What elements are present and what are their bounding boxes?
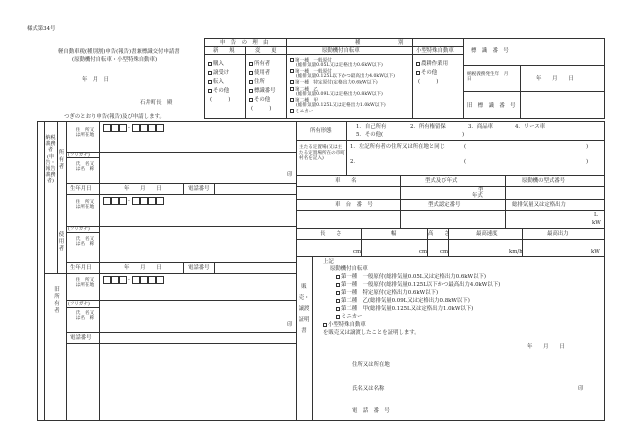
checkbox[interactable] bbox=[249, 80, 253, 84]
checkbox[interactable] bbox=[323, 323, 327, 327]
tax-date-label: 納税義務発生年 月 日 bbox=[467, 72, 513, 83]
speed-unit: km/h bbox=[509, 249, 523, 255]
cert-item-1[interactable]: 第一種 一般原付(総排気量0.05L又は定格出力0.6kW以下) bbox=[336, 274, 486, 280]
form-subtitle: (原動機付自転車・小型特殊自動車) bbox=[72, 57, 158, 63]
owner-birth-value: 年 月 日 bbox=[124, 186, 162, 192]
transferor-furigana-label: (フリガナ) bbox=[68, 302, 90, 307]
motor-type-2[interactable]: 第一種 一般原付 bbox=[290, 69, 332, 75]
owner-birth-label: 生年月日 bbox=[70, 186, 92, 192]
checkbox[interactable] bbox=[290, 80, 294, 84]
width-unit: cm bbox=[419, 249, 428, 255]
checkbox[interactable] bbox=[290, 98, 294, 102]
reason-change-other-paren: ( ) bbox=[251, 106, 272, 112]
cert-name-label: 氏名又は名称 bbox=[352, 386, 385, 392]
cert-above: 上記 bbox=[323, 259, 334, 265]
user-birth-value: 年 月 日 bbox=[124, 265, 162, 271]
postal-box[interactable] bbox=[140, 124, 148, 132]
checkbox[interactable] bbox=[208, 62, 212, 66]
main-table bbox=[37, 121, 605, 421]
ownership-opt-1[interactable]: 1．自己所有 bbox=[356, 124, 387, 130]
cert-item-4[interactable]: 第二種 乙(総排気量0.09L又は定格出力0.8kW以下) bbox=[336, 298, 470, 304]
postal-box[interactable] bbox=[132, 124, 140, 132]
owner-furigana-label: (フリガナ) bbox=[68, 153, 90, 158]
reason-change-4[interactable]: 標識番号 bbox=[249, 88, 276, 94]
postal-box[interactable] bbox=[132, 276, 140, 284]
checkbox[interactable] bbox=[336, 315, 340, 319]
user-address-label: 住 所又 は所在地 bbox=[75, 200, 99, 211]
transferor-label: 旧所有者 bbox=[54, 287, 60, 314]
motor-type-5-note: (総排気量0.125L又は定格出力1.0kW以下) bbox=[296, 103, 386, 108]
engine-model-label: 原動機の型式番号 bbox=[522, 178, 566, 184]
checkbox[interactable] bbox=[336, 299, 340, 303]
motor-type-1-note: (総排気量0.05L又は定格出力0.6kW以下) bbox=[296, 63, 383, 68]
owner-name-label: 氏 名又 は名 称 bbox=[75, 162, 99, 173]
cert-item-6[interactable]: ミニカー bbox=[336, 314, 363, 320]
checkbox[interactable] bbox=[208, 89, 212, 93]
reason-new-other-paren: ( ) bbox=[210, 97, 231, 103]
length-label: 長 さ bbox=[320, 231, 342, 237]
checkbox[interactable] bbox=[336, 307, 340, 311]
cert-motor-header: 原動機付自転車 bbox=[330, 266, 368, 272]
small-special-header: 小型特殊自動車 bbox=[416, 48, 454, 54]
reason-new-2[interactable]: 譲受け bbox=[208, 70, 229, 76]
reason-new-3[interactable]: 転入 bbox=[208, 79, 224, 85]
ownership-opt-5[interactable]: 5．その他( bbox=[356, 132, 384, 138]
checkbox[interactable] bbox=[208, 80, 212, 84]
reason-change-3[interactable]: 住所 bbox=[249, 79, 265, 85]
postal-box[interactable] bbox=[132, 197, 140, 205]
reason-new-4[interactable]: その他 bbox=[208, 88, 229, 94]
postal-box[interactable] bbox=[156, 124, 164, 132]
year-unit: 年式 bbox=[472, 193, 483, 199]
addressee: 石井町長 殿 bbox=[140, 100, 173, 106]
user-name-label: 氏 名又 は名 称 bbox=[75, 237, 99, 248]
model-unit: 型 bbox=[478, 187, 484, 193]
postal-box[interactable] bbox=[148, 276, 156, 284]
postal-box[interactable] bbox=[148, 124, 156, 132]
motor-type-1[interactable]: 第一種 一般原付 bbox=[290, 58, 332, 64]
reason-change-2[interactable]: 使用者 bbox=[249, 70, 270, 76]
liter-unit: L bbox=[594, 212, 598, 218]
owner-address-label: 住 所又 は所在地 bbox=[75, 128, 99, 139]
postal-box[interactable] bbox=[119, 197, 127, 205]
postal-box[interactable] bbox=[156, 276, 164, 284]
checkbox[interactable] bbox=[336, 275, 340, 279]
ownership-opt-4[interactable]: 4．リース車 bbox=[515, 124, 546, 130]
transferor-name-label: 氏 名又 は名 称 bbox=[75, 311, 99, 322]
type-approval-label: 型式認定番号 bbox=[428, 202, 461, 208]
cert-phone-label: 電 話 番 号 bbox=[352, 408, 390, 414]
cert-date: 年 月 日 bbox=[527, 344, 565, 350]
ownership-opt-3[interactable]: 3．商品車 bbox=[468, 124, 493, 130]
postal-box[interactable] bbox=[119, 276, 127, 284]
owner-stamp: 印 bbox=[287, 172, 293, 178]
ownership-opt-5-close: ) bbox=[462, 132, 465, 138]
reason-change-header: 変 更 bbox=[255, 48, 277, 54]
motor-type-4[interactable]: 第二種 乙 bbox=[290, 87, 318, 93]
length-unit: cm bbox=[353, 249, 362, 255]
small-type-2[interactable]: その他 bbox=[416, 70, 437, 76]
type-header: 種 別 bbox=[355, 40, 404, 46]
cert-item-2[interactable]: 第一種 一般原付(総排気量0.125L以下かつ最高出力4.0kW以下) bbox=[336, 282, 500, 288]
checkbox[interactable] bbox=[416, 71, 420, 75]
plate-number-label: 標 識 番 号 bbox=[471, 48, 509, 54]
cert-item-5[interactable]: 第二種 甲(総排気量0.125L又は定格出力1.0kW以下) bbox=[336, 306, 473, 312]
max-speed-label: 最高速度 bbox=[476, 231, 498, 237]
height-label: 高 さ bbox=[428, 231, 450, 237]
postal-box[interactable] bbox=[140, 197, 148, 205]
checkbox[interactable] bbox=[290, 87, 294, 91]
kw-unit: kW bbox=[592, 220, 601, 226]
frame-number-label: 車 台 番 号 bbox=[335, 202, 373, 208]
intro-text: つぎのとおり申告(報告)及び申請します。 bbox=[64, 114, 165, 120]
cert-statement: を販売又は譲渡したことを証明します。 bbox=[323, 330, 420, 336]
checkbox[interactable] bbox=[208, 71, 212, 75]
checkbox[interactable] bbox=[249, 89, 253, 93]
displacement-label: 総排気量又は定格出力 bbox=[512, 202, 566, 208]
motor-type-6[interactable]: ミニカー bbox=[290, 109, 313, 115]
checkbox[interactable] bbox=[336, 291, 340, 295]
cert-item-3[interactable]: 第一種 特定原付(定格出力0.6kW以下) bbox=[336, 290, 438, 296]
storage-opt-2[interactable]: 2． bbox=[350, 159, 359, 165]
certificate-label: 販売・譲渡証明書 bbox=[298, 284, 310, 334]
owner-phone-label: 電話番号 bbox=[188, 186, 210, 192]
checkbox[interactable] bbox=[416, 62, 420, 66]
postal-box[interactable] bbox=[148, 197, 156, 205]
motor-header: 原動機付自転車 bbox=[322, 48, 360, 54]
user-label: 使用者 bbox=[58, 232, 65, 252]
reason-new-1[interactable]: 購入 bbox=[208, 61, 224, 67]
cert-stamp: 印 bbox=[578, 386, 584, 392]
postal-box[interactable] bbox=[119, 124, 127, 132]
storage-opt-1[interactable]: 1．左記所有者の住所又は所在地と同じ bbox=[350, 144, 446, 150]
height-unit: cm bbox=[440, 249, 449, 255]
ownership-label: 所有形態 bbox=[310, 128, 332, 134]
motor-type-4-note: (総排気量0.09L又は定格出力0.8kW以下) bbox=[296, 92, 383, 97]
checkbox[interactable] bbox=[290, 109, 294, 113]
postal-box[interactable] bbox=[111, 197, 119, 205]
postal-box[interactable] bbox=[140, 276, 148, 284]
checkbox[interactable] bbox=[249, 98, 253, 102]
transferor-stamp: 印 bbox=[287, 322, 293, 328]
transferor-phone-label: 電話番号 bbox=[70, 335, 92, 341]
reason-change-5[interactable]: その他 bbox=[249, 97, 270, 103]
postal-box[interactable] bbox=[103, 197, 111, 205]
output-unit: kW bbox=[591, 249, 600, 255]
owner-label: 所有者 bbox=[58, 150, 65, 170]
small-other-paren: ( ) bbox=[418, 79, 439, 85]
user-furigana-label: (フリガナ) bbox=[68, 227, 90, 232]
postal-box[interactable] bbox=[103, 124, 111, 132]
old-plate-label: 旧 標 識 番 号 bbox=[467, 103, 516, 109]
model-year-label: 型式及び年式 bbox=[425, 178, 458, 184]
motor-type-5[interactable]: 第二種 甲 bbox=[290, 98, 318, 104]
reason-new-header: 新 規 bbox=[213, 48, 235, 54]
width-label: 幅 bbox=[391, 231, 397, 237]
ownership-opt-2[interactable]: 2．所有権留保 bbox=[410, 124, 446, 130]
form-number: 様式第34号 bbox=[27, 26, 56, 32]
postal-box[interactable] bbox=[103, 276, 111, 284]
motor-type-2-note: (総排気量0.125L以下かつ最高出力4.0kW以下) bbox=[296, 74, 395, 79]
storage-location-label: 主たる定置場(又は主たる定置場所在の市町村名を記入) bbox=[299, 145, 345, 162]
checkbox[interactable] bbox=[336, 283, 340, 287]
checkbox[interactable] bbox=[249, 71, 253, 75]
reason-change-1[interactable]: 所有者 bbox=[249, 61, 270, 67]
user-birth-label: 生年月日 bbox=[70, 265, 92, 271]
postal-box[interactable] bbox=[111, 124, 119, 132]
reason-header: 申 告 の 理 由 bbox=[220, 40, 269, 46]
postal-box[interactable] bbox=[111, 276, 119, 284]
cert-small-special[interactable]: 小型特殊自動車 bbox=[323, 322, 366, 328]
max-output-label: 最高出力 bbox=[547, 231, 569, 237]
small-type-1[interactable]: 農耕作業用 bbox=[416, 61, 448, 67]
user-phone-label: 電話番号 bbox=[188, 265, 210, 271]
tax-date-value: 年 月 日 bbox=[536, 76, 574, 82]
postal-box[interactable] bbox=[156, 197, 164, 205]
transferor-address-label: 住 所又 は所在地 bbox=[75, 278, 99, 289]
checkbox[interactable] bbox=[249, 62, 253, 66]
checkbox[interactable] bbox=[290, 69, 294, 73]
maker-label: 車 名 bbox=[335, 178, 357, 184]
form-title: 軽自動車税(種別割)申告(報告)書兼標識交付申請書 bbox=[58, 49, 180, 55]
taxpayer-section-label: 納税義務者(申告・報告義務者) bbox=[45, 135, 56, 185]
motor-type-3[interactable]: 第一種 特定原付(定格出力0.6kW以下) bbox=[290, 80, 378, 86]
checkbox[interactable] bbox=[290, 58, 294, 62]
date-line: 年 月 日 bbox=[82, 77, 109, 83]
cert-address-label: 住所又は所在地 bbox=[352, 362, 390, 368]
